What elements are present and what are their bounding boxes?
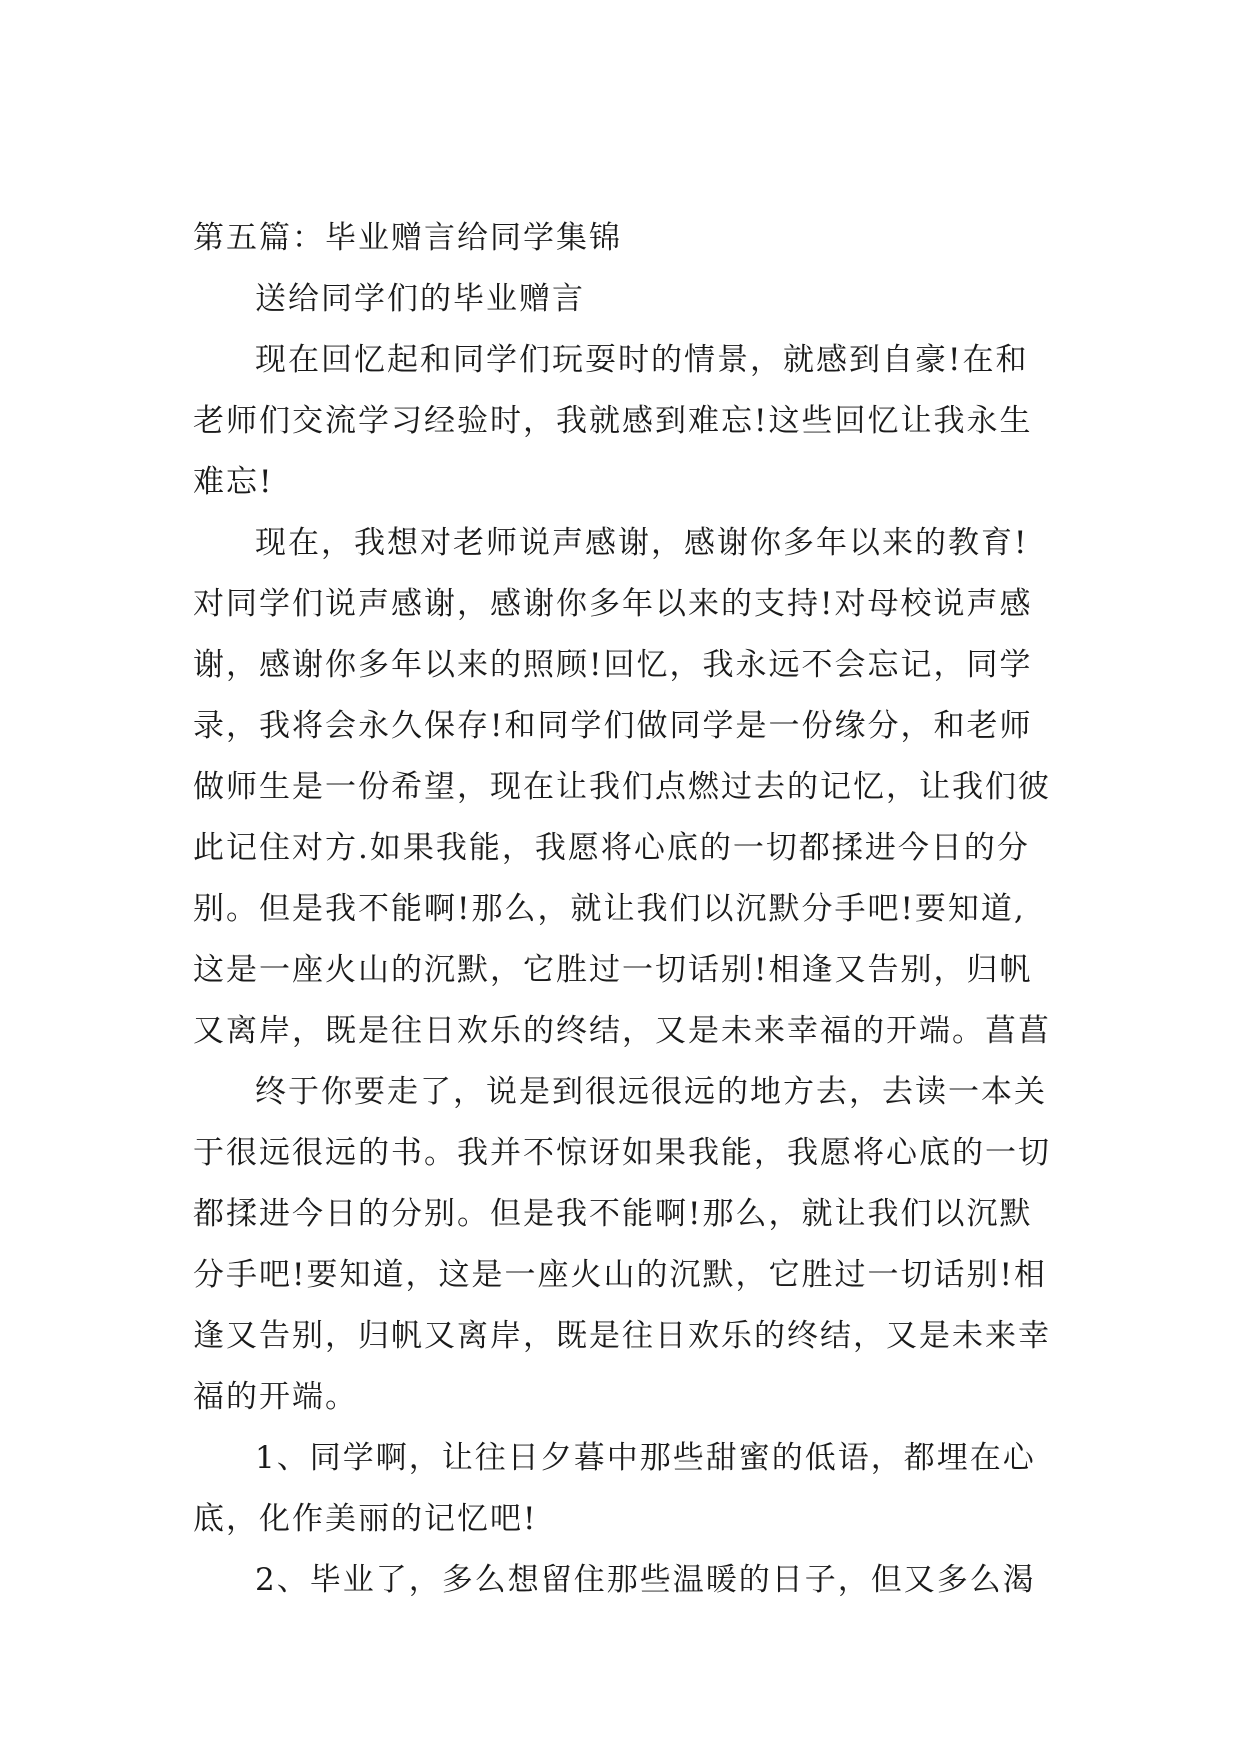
text-line: 谢，感谢你多年以来的照顾!回忆，我永远不会忘记，同学 bbox=[193, 647, 1033, 683]
text-line: 这是一座火山的沉默，它胜过一切话别!相逢又告别，归帆 bbox=[193, 952, 1033, 988]
text-line: 做师生是一份希望，现在让我们点燃过去的记忆，让我们彼 bbox=[193, 769, 1051, 805]
text-line: 此记住对方.如果我能，我愿将心底的一切都揉进今日的分 bbox=[193, 830, 1030, 866]
text-line: 录，我将会永久保存!和同学们做同学是一份缘分，和老师 bbox=[193, 708, 1033, 744]
text-line: 对同学们说声感谢，感谢你多年以来的支持!对母校说声感 bbox=[193, 586, 1033, 622]
text-line: 分手吧!要知道，这是一座火山的沉默，它胜过一切话别!相 bbox=[193, 1257, 1047, 1293]
text-line: 2、毕业了，多么想留住那些温暖的日子，但又多么渴 bbox=[255, 1562, 1036, 1598]
text-line: 终于你要走了，说是到很远很远的地方去，去读一本关 bbox=[255, 1074, 1047, 1110]
text-line: 老师们交流学习经验时，我就感到难忘!这些回忆让我永生 bbox=[193, 403, 1033, 439]
text-line: 都揉进今日的分别。但是我不能啊!那么，就让我们以沉默 bbox=[193, 1196, 1033, 1232]
text-line: 于很远很远的书。我并不惊讶如果我能，我愿将心底的一切 bbox=[193, 1135, 1051, 1171]
text-line: 1、同学啊，让往日夕暮中那些甜蜜的低语，都埋在心 bbox=[255, 1440, 1036, 1476]
document-page bbox=[193, 208, 1063, 1611]
text-line: 难忘! bbox=[193, 464, 274, 500]
text-line: 现在，我想对老师说声感谢，感谢你多年以来的教育! bbox=[255, 525, 1029, 561]
text-line: 别。但是我不能啊!那么，就让我们以沉默分手吧!要知道, bbox=[193, 891, 1026, 927]
text-line: 福的开端。 bbox=[193, 1379, 358, 1415]
text-line: 底，化作美丽的记忆吧! bbox=[193, 1501, 538, 1537]
document-subheading: 送给同学们的毕业赠言 bbox=[255, 281, 585, 317]
text-line: 逢又告别，归帆又离岸，既是往日欢乐的终结，又是未来幸 bbox=[193, 1318, 1051, 1354]
text-line: 现在回忆起和同学们玩耍时的情景，就感到自豪!在和 bbox=[255, 342, 1029, 378]
text-line: 又离岸，既是往日欢乐的终结，又是未来幸福的开端。菖菖 bbox=[193, 1013, 1051, 1049]
document-heading: 第五篇：毕业赠言给同学集锦 bbox=[193, 220, 622, 256]
